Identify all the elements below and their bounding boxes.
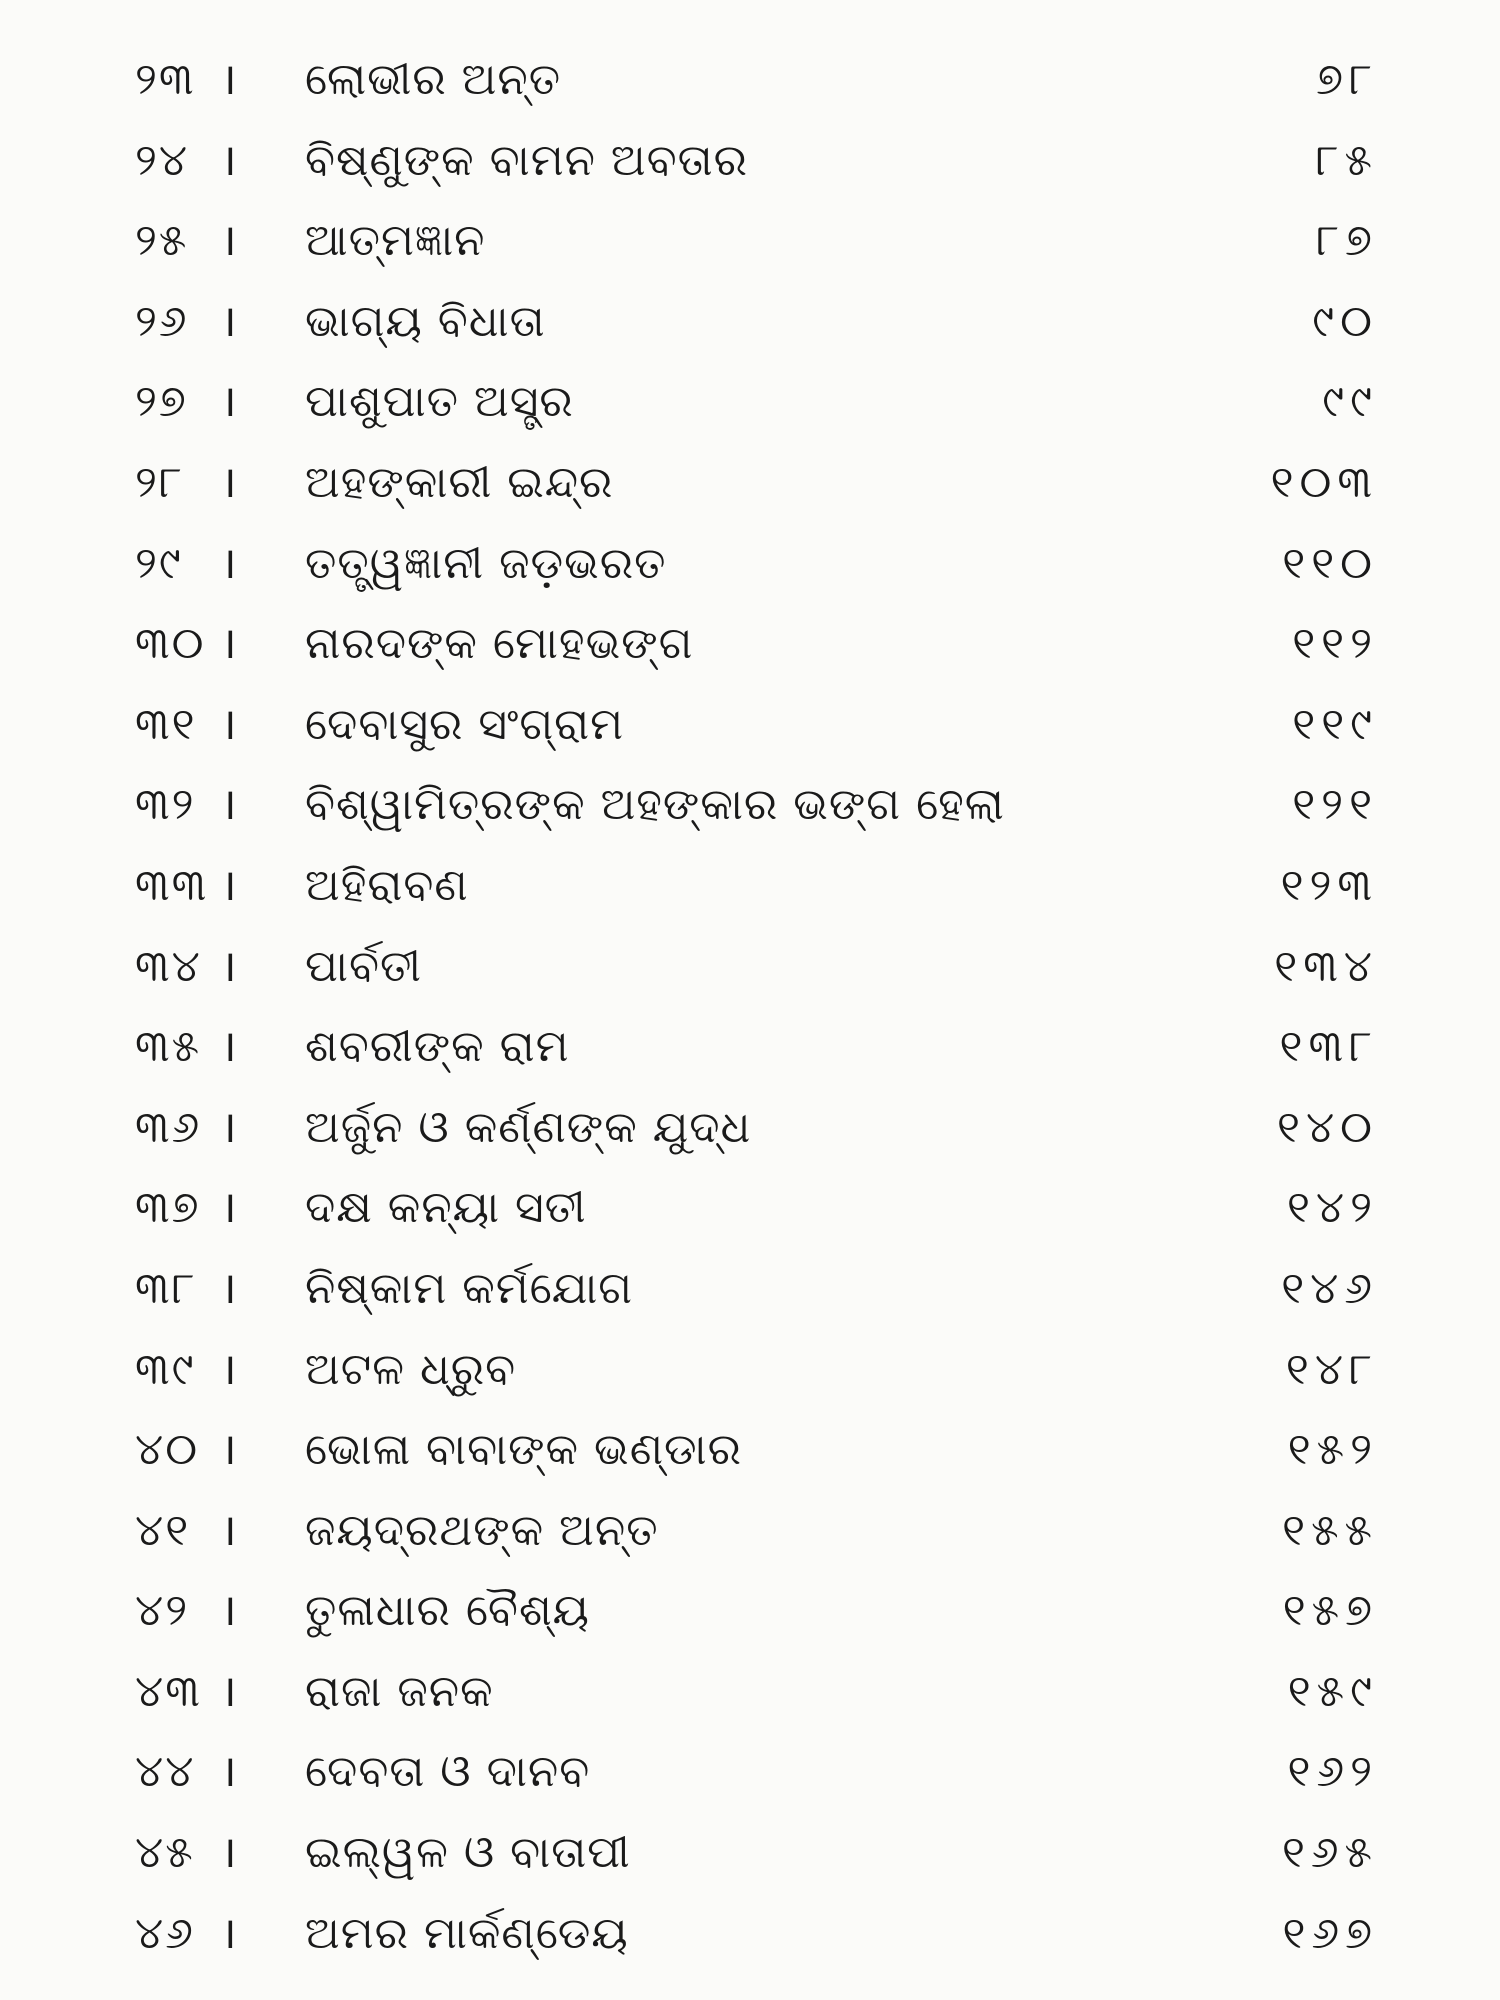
chapter-number: ୪୩ <box>135 1665 202 1717</box>
danda-separator: । <box>220 54 237 105</box>
chapter-number: ୩୦ <box>135 618 206 670</box>
toc-entry <box>0 40 1500 121</box>
page-number: ୯୯ <box>1322 376 1378 428</box>
page-number: ୧୫୯ <box>1287 1665 1378 1717</box>
page-number: ୧୨୧ <box>1292 779 1378 831</box>
danda-separator: । <box>220 456 237 508</box>
chapter-number: ୨୯ <box>135 537 183 589</box>
danda-separator: । <box>220 134 237 186</box>
page-number: ୧୬୨ <box>1287 1746 1378 1798</box>
toc-entry <box>0 524 1500 605</box>
danda-separator: । <box>220 698 237 750</box>
toc-entry <box>0 201 1500 282</box>
chapter-number: ୩୪ <box>135 940 202 992</box>
danda-separator: । <box>220 1827 237 1879</box>
danda-separator: । <box>220 537 237 589</box>
toc-entry <box>0 927 1500 1008</box>
page-number: ୧୪୦ <box>1277 1101 1378 1153</box>
chapter-title: ଦେବାସୁର ସଂଗ୍ରାମ <box>305 698 625 750</box>
danda-separator: । <box>220 1585 237 1637</box>
chapter-title: ଇଲ୍ୱଳ ଓ ବାତାପୀ <box>305 1827 631 1879</box>
danda-separator: । <box>220 215 237 267</box>
page-number: ୯୦ <box>1312 295 1378 347</box>
danda-separator: । <box>220 1101 237 1153</box>
chapter-number: ୨୮ <box>135 456 184 508</box>
chapter-number: ୩୫ <box>135 1021 202 1073</box>
danda-separator: । <box>220 1746 237 1798</box>
chapter-title: ବିଷ୍ଣୁଙ୍କ ବାମନ ଅବତାର <box>305 134 748 186</box>
toc-entry <box>0 443 1500 524</box>
chapter-title: ତତ୍ତ୍ୱଜ୍ଞାନୀ ଜଡ଼ଭରତ <box>305 537 667 589</box>
chapter-number: ୩୩ <box>135 859 209 911</box>
chapter-title: ନାରଦଙ୍କ ମୋହଭଙ୍ଗ <box>305 618 694 670</box>
page-number: ୧୩୮ <box>1279 1021 1378 1073</box>
chapter-number: ୩୮ <box>135 1262 197 1314</box>
chapter-title: ନିଷ୍କାମ କର୍ମଯୋଗ <box>305 1262 634 1314</box>
chapter-title: ଅଟଳ ଧ୍ରୁବ <box>305 1343 517 1395</box>
danda-separator: । <box>220 940 237 992</box>
danda-separator: । <box>220 1021 237 1073</box>
page-number: ୧୬୫ <box>1281 1827 1378 1879</box>
chapter-title: ଶବରୀଙ୍କ ରାମ <box>305 1021 570 1073</box>
chapter-number: ୨୪ <box>135 134 190 186</box>
toc-entry <box>0 1168 1500 1249</box>
page-number: ୧୫୭ <box>1282 1585 1378 1637</box>
danda-separator: । <box>220 1343 237 1395</box>
toc-entry <box>0 604 1500 685</box>
chapter-number: ୪୪ <box>135 1746 196 1798</box>
toc-entry <box>0 685 1500 766</box>
chapter-number: ୩୯ <box>135 1343 196 1395</box>
toc-entry <box>0 1571 1500 1652</box>
chapter-title: ତୁଳାଧାର ବୈଶ୍ୟ <box>305 1585 590 1637</box>
page-number: ୧୦୩ <box>1270 456 1378 508</box>
chapter-title: ଅହଙ୍କାରୀ ଇନ୍ଦ୍ର <box>305 456 614 508</box>
page-number: ୧୨୩ <box>1280 859 1378 911</box>
toc-entry <box>0 362 1500 443</box>
danda-separator: । <box>220 859 237 911</box>
chapter-number: ୩୭ <box>135 1182 201 1234</box>
danda-separator: । <box>220 1424 237 1476</box>
page-number: ୧୫୫ <box>1282 1504 1378 1556</box>
chapter-title: ଦକ୍ଷ କନ୍ୟା ସତୀ <box>305 1182 587 1234</box>
toc-entry <box>0 1652 1500 1733</box>
danda-separator: । <box>220 1504 237 1556</box>
toc-entry <box>0 1249 1500 1330</box>
chapter-number: ୩୧ <box>135 698 197 750</box>
danda-separator: । <box>220 1907 237 1959</box>
page-number: ୧୫୨ <box>1287 1424 1378 1476</box>
toc-entry <box>0 765 1500 846</box>
page-number: ୮୫ <box>1315 134 1378 186</box>
page-number: ୧୧୨ <box>1292 618 1378 670</box>
chapter-title: ଲୋଭୀର ଅନ୍ତ <box>305 54 562 105</box>
chapter-number: ୩୬ <box>135 1101 202 1153</box>
chapter-title: ଆତ୍ମଜ୍ଞାନ <box>305 215 486 267</box>
danda-separator: । <box>220 1182 237 1234</box>
chapter-number: ୨୫ <box>135 215 189 267</box>
page-number: ୧୪୮ <box>1285 1343 1378 1395</box>
chapter-title: ବିଶ୍ୱାମିତ୍ରଙ୍କ ଅହଙ୍କାର ଭଙ୍ଗ ହେଲା <box>305 779 1005 831</box>
page-number: ୧୪୨ <box>1286 1182 1378 1234</box>
page-number: ୧୪୬ <box>1281 1262 1378 1314</box>
chapter-number: ୪୨ <box>135 1585 190 1637</box>
chapter-number: ୨୩ <box>135 54 196 105</box>
danda-separator: । <box>220 376 237 428</box>
toc-entry <box>0 282 1500 363</box>
chapter-number: ୪୦ <box>135 1424 200 1476</box>
toc-entry <box>0 1491 1500 1572</box>
page-number: ୧୧୯ <box>1292 698 1378 750</box>
toc-entry <box>0 121 1500 202</box>
toc-entry <box>0 1007 1500 1088</box>
chapter-title: ଅର୍ଜୁନ ଓ କର୍ଣ୍ଣଙ୍କ ଯୁଦ୍ଧ <box>305 1101 752 1153</box>
page-number: ୮୭ <box>1316 215 1378 267</box>
page-number: ୧୧୦ <box>1282 537 1378 589</box>
chapter-title: ଅମର ମାର୍କଣ୍ଡେୟ <box>305 1907 629 1959</box>
chapter-number: ୪୬ <box>135 1907 195 1959</box>
chapter-title: ଭୋଳା ବାବାଙ୍କ ଭଣ୍ଡାର <box>305 1424 742 1476</box>
danda-separator: । <box>220 618 237 670</box>
chapter-title: ଭାଗ୍ୟ ବିଧାତା <box>305 295 546 347</box>
danda-separator: । <box>220 779 237 831</box>
chapter-title: ରାଜା ଜନକ <box>305 1665 494 1717</box>
chapter-title: ଜୟଦ୍ରଥଙ୍କ ଅନ୍ତ <box>305 1504 659 1556</box>
toc-entry <box>0 1410 1500 1491</box>
page-number: ୧୩୪ <box>1274 940 1378 992</box>
chapter-title: ପାଶୁପାତ ଅସ୍ତ୍ର <box>305 376 574 428</box>
danda-separator: । <box>220 295 237 347</box>
danda-separator: । <box>220 1665 237 1717</box>
toc-entry <box>0 1894 1500 1975</box>
toc-entry <box>0 1813 1500 1894</box>
chapter-number: ୨୬ <box>135 295 189 347</box>
chapter-number: ୪୫ <box>135 1827 195 1879</box>
chapter-title: ଦେବତା ଓ ଦାନବ <box>305 1746 591 1798</box>
toc-entry <box>0 846 1500 927</box>
chapter-number: ୨୭ <box>135 376 188 428</box>
danda-separator: । <box>220 1262 237 1314</box>
chapter-number: ୪୧ <box>135 1504 191 1556</box>
chapter-title: ପାର୍ବତୀ <box>305 940 422 992</box>
toc-entry <box>0 1330 1500 1411</box>
page-number: ୧୬୭ <box>1282 1907 1378 1959</box>
table-of-contents <box>0 40 1500 1974</box>
chapter-number: ୩୨ <box>135 779 196 831</box>
page-number: ୭୮ <box>1316 54 1378 105</box>
chapter-title: ଅହିରାବଣ <box>305 859 469 911</box>
toc-entry <box>0 1732 1500 1813</box>
toc-entry <box>0 1088 1500 1169</box>
